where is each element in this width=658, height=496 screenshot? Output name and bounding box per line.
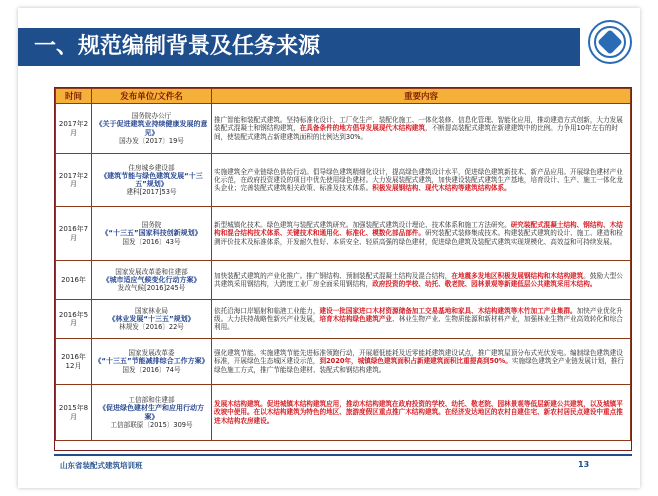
- row-issuer: [92, 261, 212, 300]
- content-highlight: 在地震多发地区积极发展钢结构和木结构建筑: [451, 271, 584, 280]
- issuer-name: 国家发展改革委: [128, 349, 175, 358]
- content-highlight: 建设一批国家进口木材资源储备加工交易基地和家具、木结构建筑等木竹加工产业集群。: [319, 306, 577, 315]
- row-content: [212, 104, 631, 154]
- row-issuer: [92, 154, 212, 207]
- table-header-row: [56, 89, 631, 104]
- table-row: [56, 300, 631, 339]
- document-title: 《城市适应气候变化行动方案》: [102, 275, 201, 284]
- content-text: 、林业生物产业、生物质能源和新材料产业，加强林业生物产业高效转化和综合利用。: [214, 314, 623, 332]
- issuer-name: 住房城乡建设部: [128, 163, 175, 172]
- content-highlight: 研究装配式混凝土结构、钢结构、木结构和混合结构技术体系、关键技术和通用化、标准化、模数化部品部件。: [214, 221, 623, 238]
- university-logo-icon: [588, 20, 632, 64]
- document-title: 《建筑节能与绿色建筑发展“十三五”规划》: [100, 171, 203, 188]
- document-code: 工信部联原〔2015〕309号: [110, 420, 193, 429]
- content-text: 实施建筑全产业链绿色供给行动。倡导绿色建筑精细化设计，提高绿色建筑设计水平，促进绿色建筑新技术、新产品应用。开展绿色建材产业化示范，在政府投资建设的项目中优先使用绿色建材。大力发展装配式建筑，加快建设装配式建筑生产基地，培育设计、生产、施工一体化龙头企业；完善装配式建筑相关政策、标准及技术体系。: [214, 167, 623, 193]
- content-highlight: 积极发展钢结构、现代木结构等建筑结构体系。: [372, 184, 511, 193]
- issuer-name: 工信部和住建部: [128, 396, 175, 405]
- footer-divider: [54, 454, 632, 456]
- content-text: ，不断提高装配式建筑在新建建筑中的比例。力争用10年左右的时间，使装配式建筑占新建建筑面积的比例达到30%。: [214, 124, 619, 141]
- header-issuer: 发布单位/文件名: [92, 89, 212, 104]
- document-title: 《“十三五”国家科技创新规划》: [101, 229, 202, 238]
- row-content: [212, 300, 631, 339]
- row-content: [212, 154, 631, 207]
- row-time: 2016年5月: [56, 300, 92, 339]
- content-highlight: 培育木结构绿色建筑产业: [319, 314, 393, 323]
- page-title: 一、规范编制背景及任务来源: [34, 34, 321, 59]
- footer-org: 山东省装配式建筑培训班: [60, 461, 143, 470]
- row-time: 2016年7月: [56, 207, 92, 261]
- table-row: [56, 104, 631, 154]
- row-time: 2015年8月: [56, 385, 92, 441]
- content-text: 强化建筑节能。实施建筑节能先进标准领跑行动，开展超低能耗及近零能耗建筑建设试点，推广建筑屋顶分布式光伏发电。编制绿色建筑建设标准，开展绿色生态城区建设示范，: [214, 349, 623, 366]
- content-text: 依托沿海口岸辐射和临港工业能力，: [214, 306, 320, 315]
- title-bar: [18, 28, 580, 66]
- document-code: 林规发〔2016〕22号: [119, 323, 184, 332]
- policy-table: [55, 88, 631, 441]
- slide: [18, 8, 640, 488]
- document-code: 国办发〔2017〕19号: [119, 136, 184, 145]
- row-content: [212, 207, 631, 261]
- header-time: 时间: [56, 89, 92, 104]
- row-content: [212, 385, 631, 441]
- row-issuer: [92, 339, 212, 385]
- document-title: 《关于促进建筑业持续健康发展的意见》: [95, 120, 208, 137]
- content-highlight: 在具备条件的地方倡导发展现代木结构建筑: [299, 124, 425, 133]
- document-title: 《“十三五”节能减排综合工作方案》: [94, 357, 209, 366]
- row-content: [212, 339, 631, 385]
- row-content: [212, 261, 631, 300]
- header-content: 重要内容: [212, 89, 631, 104]
- issuer-name: 国家发展改革委和住建部: [115, 267, 188, 276]
- content-highlight: 到2020年，城镇绿色建筑面积占新建建筑面积比重提高到50%。: [319, 357, 512, 366]
- row-time: 2016年: [56, 261, 92, 300]
- content-highlight: 发展木结构建筑。促进城镇木结构建筑应用，推动木结构建筑在政府投资的学校、幼托、敬老院、园林景观等低层新建公共建筑，以及城镇平改坡中使用。在以木结构建筑为特色的地区、旅游度假区重点推广木结构建筑。在经济发达地区的农村自建住宅、新农村居民点建设中重点推进木结构农房建设。: [214, 400, 623, 425]
- document-code: 国发〔2016〕43号: [122, 237, 181, 246]
- content-text: 新型城镇化技术。绿色建筑与装配式建筑研究。加强装配式建筑设计理论、技术体系和施工方法研究。: [214, 221, 511, 230]
- table-body: [56, 104, 631, 441]
- page-number: 13: [578, 460, 590, 469]
- row-issuer: [92, 104, 212, 154]
- content-text: 加快装配式建筑的产业化推广。推广钢结构、预制装配式混凝土结构及混合结构，: [214, 271, 452, 280]
- document-code: 国发〔2016〕74号: [122, 365, 181, 374]
- row-issuer: [92, 385, 212, 441]
- policy-table-container: [54, 87, 632, 451]
- content-text: 推广智能和装配式建筑。坚持标准化设计、工厂化生产、装配化施工、一体化装修、信息化管理、智能化应用，推动建造方式创新，大力发展装配式混凝土和钢结构建筑，: [214, 116, 623, 133]
- row-time: 2017年2月: [56, 104, 92, 154]
- row-time: 2016年12月: [56, 339, 92, 385]
- table-row: [56, 154, 631, 207]
- table-row: [56, 385, 631, 441]
- document-code: 建科[2017]53号: [126, 188, 177, 197]
- issuer-name: 国务院办公厅: [131, 112, 172, 121]
- document-title: 《林业发展“十三五”规划》: [108, 314, 195, 323]
- row-issuer: [92, 300, 212, 339]
- content-highlight: 政府投资的学校、幼托、敬老院、园林景观等新建低层公共建筑采用木结构。: [372, 280, 597, 288]
- table-row: [56, 207, 631, 261]
- content-text: 。鼓励大型公共建筑采用钢结构，大跨度工业厂房全面采用钢结构，: [214, 271, 623, 288]
- issuer-name: 国务院: [141, 221, 162, 230]
- document-title: 《促进绿色建材生产和应用行动方案》: [99, 404, 204, 421]
- content-text: 实施绿色建筑全产业链发展计划，推行绿色施工方式，推广节能绿色建材、装配式和钢结构建筑。: [214, 357, 624, 374]
- content-text: 加快产业优化升级。大力扶持战略性新兴产业发展，: [214, 306, 623, 323]
- content-text: 研究装配式装修集成技术。构建装配式建筑的设计、施工、建造和检测评价技术及标准体系，开发耐久性好、本质安全、轻质高强的绿色建材，促进绿色建筑及装配式建筑实现规模化、高效益和可持续发展。: [214, 229, 623, 246]
- document-code: 发改气候[2016]245号: [117, 284, 186, 293]
- table-row: [56, 261, 631, 300]
- row-issuer: [92, 207, 212, 261]
- row-time: 2017年2月: [56, 154, 92, 207]
- table-row: [56, 339, 631, 385]
- issuer-name: 国家林业局: [135, 306, 168, 315]
